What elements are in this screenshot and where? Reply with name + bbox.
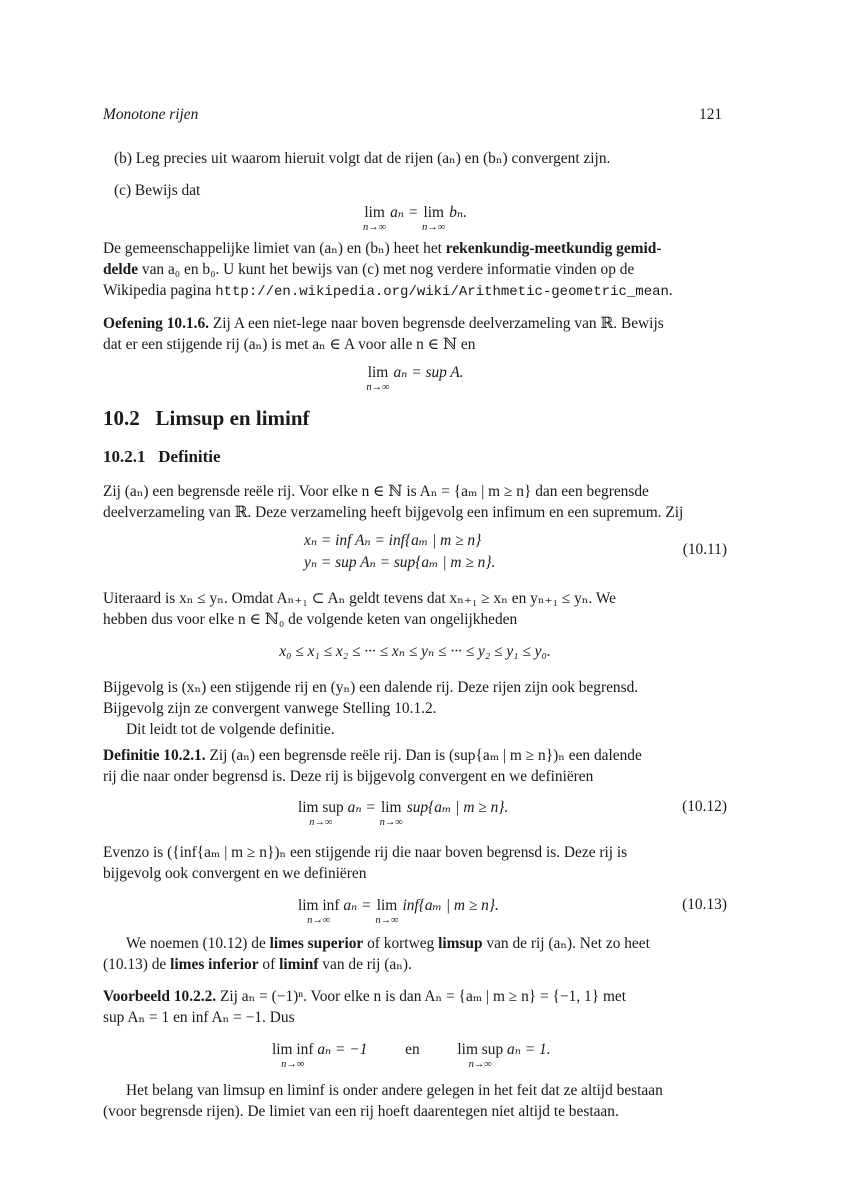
- paragraph-evenzo: Evenzo is ({inf{aₘ | m ≥ n})ₙ een stijgende rij die naar boven begrensd is. Deze rij is bijgevolg ook convergent en we definiëren: [103, 844, 628, 882]
- page-number: 121: [699, 106, 723, 123]
- equation-c: lim n→∞ aₙ = lim n→∞ bₙ.: [362, 204, 467, 233]
- equation-10-11: xₙ = inf Aₙ = inf{aₘ | m ≥ n} yₙ = sup Aₙ = sup{aₘ | m ≥ n}.: [304, 532, 496, 571]
- equation-number-10-11: (10.11): [682, 541, 727, 558]
- item-b: (b) Leg precies uit waarom hieruit volgt dat de rijen (aₙ) en (bₙ) convergent zijn.: [114, 150, 611, 167]
- equation-chain: x₀ ≤ x₁ ≤ x₂ ≤ ··· ≤ xₙ ≤ yₙ ≤ ··· ≤ y₂ ≤ y₁ ≤ y₀.: [279, 643, 551, 660]
- equation-10-12: lim sup n→∞ aₙ = lim n→∞ sup{aₘ | m ≥ n}.: [298, 799, 509, 828]
- paragraph-definition: Zij (aₙ) een begrensde reële rij. Voor elke n ∈ ℕ is Aₙ = {aₘ | m ≥ n} dan een begrensde deelverzameling van ℝ. Deze verzameling heeft bijgevolg een infimum en een supremum. Zij: [103, 483, 684, 521]
- equation-number-10-13: (10.13): [682, 896, 727, 913]
- running-title: Monotone rijen: [103, 106, 199, 123]
- definition-10-2-1: Definitie 10.2.1. Zij (aₙ) een begrensde reële rij. Dan is (sup{aₘ | m ≥ n})ₙ een dalende rij die naar onder begrensd is. Deze rij is bijgevolg convergent en we definiëren: [103, 747, 642, 785]
- example-10-2-2: Voorbeeld 10.2.2. Zij aₙ = (−1)ⁿ. Voor elke n is dan Aₙ = {aₘ | m ≥ n} = {−1, 1} met sup Aₙ = 1 en inf Aₙ = −1. Dus: [103, 988, 627, 1026]
- exercise-10-1-6: Oefening 10.1.6. Zij A een niet-lege naar boven begrensde deelverzameling van ℝ. Bewijs dat er een stijgende rij (aₙ) is met aₙ ∈ A voor alle n ∈ ℕ en: [103, 315, 664, 353]
- equation-number-10-12: (10.12): [682, 798, 727, 815]
- item-c: (c) Bewijs dat: [114, 182, 201, 199]
- paragraph-uiteraard: Uiteraard is xₙ ≤ yₙ. Omdat Aₙ₊₁ ⊂ Aₙ geldt tevens dat xₙ₊₁ ≥ xₙ en yₙ₊₁ ≤ yₙ. We hebben dus voor elke n ∈ ℕ₀ de volgende keten van ongelijkheden: [103, 590, 616, 628]
- paragraph-agm: De gemeenschappelijke limiet van (aₙ) en (bₙ) heet het rekenkundig-meetkundig gemid- delde van a₀ en b₀. U kunt het bewijs van (c) met nog verdere informatie vinden op de Wikipedia pagina http://en.wikipedia.org/wiki/Arithmetic-geometric_mean.: [103, 240, 673, 300]
- equation-sup: lim n→∞ aₙ = sup A.: [366, 364, 464, 393]
- wikipedia-url: http://en.wikipedia.org/wiki/Arithmetic-geometric_mean: [215, 284, 669, 300]
- paragraph-bijgevolg: Bijgevolg is (xₙ) een stijgende rij en (yₙ) een dalende rij. Deze rijen zijn ook begrensd. Bijgevolg zijn ze convergent vanwege Stelling 10.1.2. Dit leidt tot de volgende definitie.: [103, 679, 639, 738]
- paragraph-belang: Het belang van limsup en liminf is onder andere gelegen in het feit dat ze altijd bestaan (voor begrensde rijen). De limiet van een rij hoeft daarentegen niet altijd te bestaan.: [103, 1082, 663, 1120]
- equation-10-13: lim inf n→∞ aₙ = lim n→∞ inf{aₘ | m ≥ n}.: [298, 897, 499, 926]
- paragraph-we-noemen: We noemen (10.12) de limes superior of kortweg limsup van de rij (aₙ). Net zo heet (10.13) de limes inferior of liminf van de rij (aₙ).: [103, 935, 650, 973]
- subsection-heading: 10.2.1 Definitie: [103, 447, 221, 466]
- equation-example: lim inf n→∞ aₙ = −1 en lim sup n→∞ aₙ = 1.: [272, 1041, 551, 1070]
- section-heading: 10.2 Limsup en liminf: [103, 406, 310, 430]
